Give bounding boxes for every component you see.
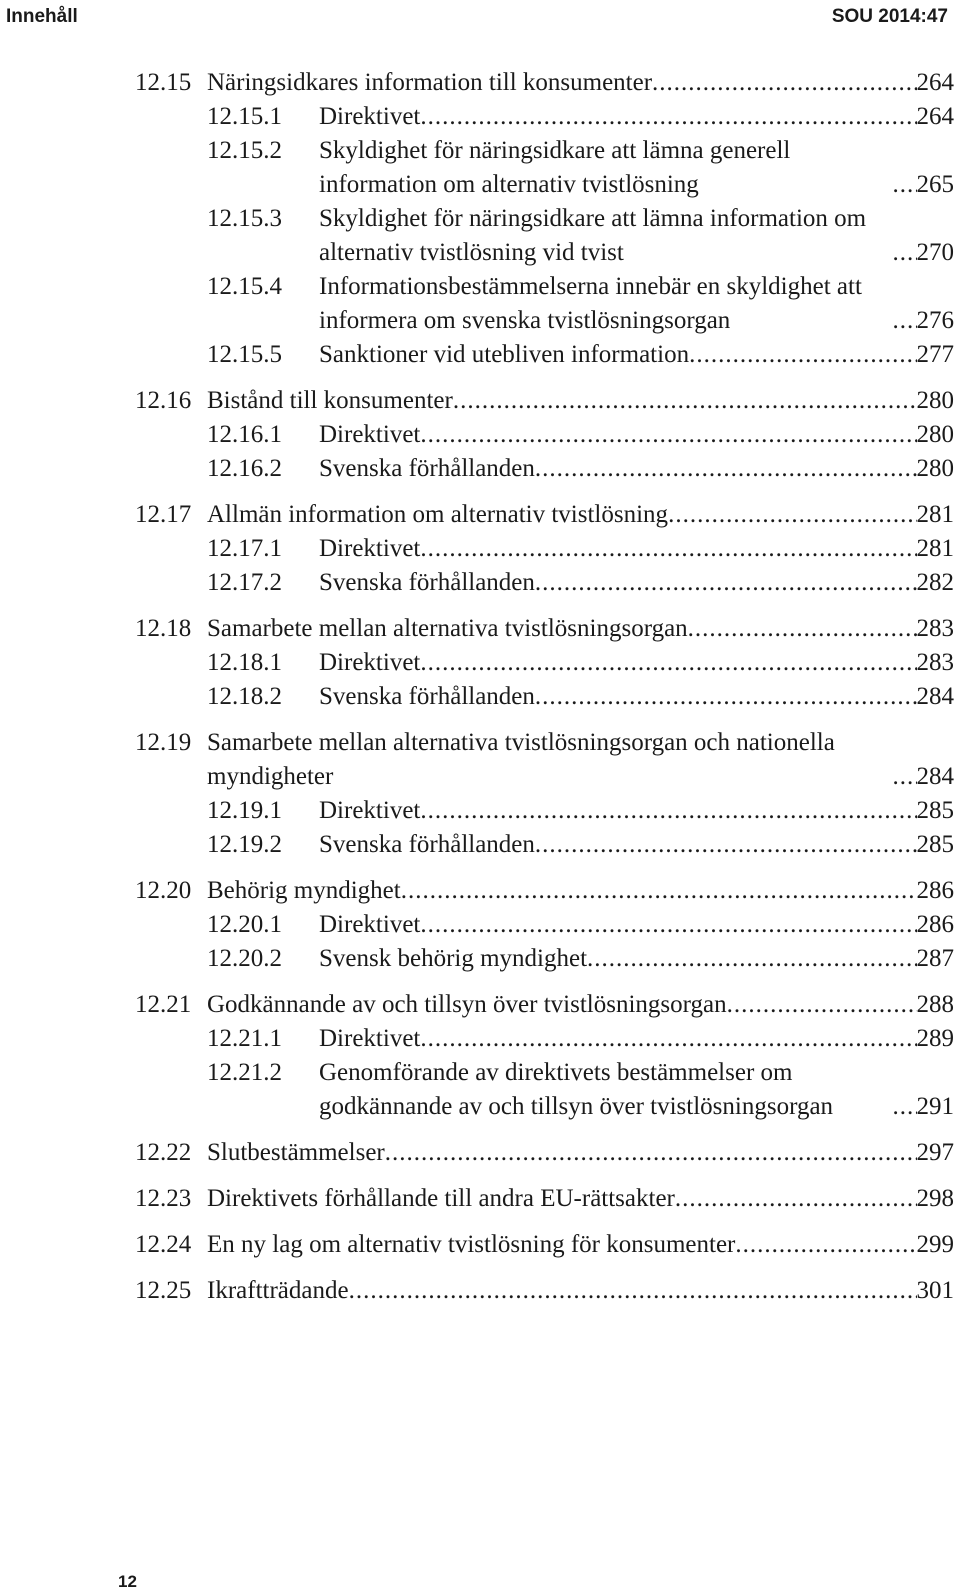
toc-number: 12.20.2 (207, 945, 282, 972)
toc-leader-dots (535, 680, 917, 714)
toc-leader-dots (688, 612, 917, 646)
toc-page-number: 282 (916, 569, 954, 596)
toc-page-number: 297 (916, 1139, 954, 1166)
toc-number: 12.19.2 (207, 831, 282, 858)
toc-number: 12.21.2 (207, 1059, 282, 1086)
header-report-id: SOU 2014:47 (831, 6, 948, 27)
toc-page-number: 286 (916, 911, 954, 938)
toc-number: 12.18 (135, 615, 192, 642)
toc-leader-dots (652, 66, 916, 100)
toc-page-number: 281 (916, 535, 954, 562)
toc-title: Svensk behörig myndighet (319, 945, 588, 972)
toc-title: Skyldighet för näringsidkare att lämna generell information om alternativ tvistlösning (319, 137, 791, 198)
toc-subsection[interactable] (135, 908, 954, 942)
toc-subsection[interactable] (135, 202, 954, 270)
toc-entry-body (207, 384, 954, 418)
toc-page-number: 277 (916, 341, 954, 368)
toc-number: 12.16.1 (207, 421, 282, 448)
toc-title: Direktivet (319, 911, 421, 938)
page-number: 12 (118, 1572, 137, 1591)
toc-number: 12.19 (135, 729, 192, 756)
toc-number: 12.22 (135, 1139, 192, 1166)
toc-subsection[interactable] (135, 828, 954, 862)
toc-number: 12.17 (135, 501, 192, 528)
toc-section[interactable] (135, 384, 954, 486)
toc-entry-body (319, 942, 954, 976)
toc-title: Direktivets förhållande till andra EU-rättsakter (207, 1185, 675, 1212)
toc-leader-dots (535, 452, 917, 486)
toc-title: Direktivet (319, 1025, 421, 1052)
toc-entry-body (319, 532, 954, 566)
toc-title: Samarbete mellan alternativa tvistlösningsorgan och nationella myndigheter (207, 729, 835, 790)
toc-number: 12.21 (135, 991, 192, 1018)
toc-subsection[interactable] (135, 680, 954, 714)
toc-number: 12.15.4 (207, 273, 282, 300)
toc-page-number: 284 (916, 763, 954, 790)
toc-page-number: 264 (916, 69, 954, 96)
toc-page-number: 280 (916, 455, 954, 482)
toc-leader-dots (535, 828, 917, 862)
toc-title: En ny lag om alternativ tvistlösning för konsumenter (207, 1231, 736, 1258)
toc-entry-body (319, 418, 954, 452)
toc-page-number: 265 (916, 171, 954, 198)
toc-leader-dots (420, 1022, 916, 1056)
toc-section[interactable] (135, 1136, 954, 1170)
toc-title: Sanktioner vid utebliven information (319, 341, 690, 368)
toc-leader-dots (893, 236, 917, 270)
toc-number: 12.15 (135, 69, 192, 96)
toc-page-number: 270 (916, 239, 954, 266)
toc-entry-body (319, 566, 954, 600)
toc-title: Allmän information om alternativ tvistlösning (207, 501, 669, 528)
toc-number: 12.18.1 (207, 649, 282, 676)
toc-page-number: 276 (916, 307, 954, 334)
toc-entry-body (319, 828, 954, 862)
toc-leader-dots (893, 760, 917, 794)
toc-page-number: 287 (916, 945, 954, 972)
toc-number: 12.15.5 (207, 341, 282, 368)
running-header (6, 6, 948, 34)
toc-entry-body (207, 498, 954, 532)
toc-leader-dots (893, 304, 917, 338)
toc-subsection[interactable] (135, 566, 954, 600)
toc-entry-body (319, 908, 954, 942)
toc-subsection[interactable] (135, 942, 954, 976)
toc-number: 12.20 (135, 877, 192, 904)
toc-page-number: 264 (916, 103, 954, 130)
toc-entry-body (319, 452, 954, 486)
toc-entry-body (207, 612, 954, 646)
toc-entry-body (319, 1022, 954, 1056)
toc-title: Ikraftträdande (207, 1277, 349, 1304)
toc-entry-body (207, 1136, 954, 1170)
toc-title: Svenska förhållanden (319, 831, 535, 858)
toc-title: Direktivet (319, 535, 421, 562)
toc-entry-body (207, 726, 954, 794)
toc-leader-dots (893, 1090, 917, 1124)
toc-title: Svenska förhållanden (319, 569, 535, 596)
toc-leader-dots (349, 1274, 917, 1308)
toc-title: Näringsidkares information till konsumenter (207, 69, 653, 96)
toc-leader-dots (420, 100, 916, 134)
toc-subsection[interactable] (135, 794, 954, 828)
toc-title: Bistånd till konsumenter (207, 387, 453, 414)
toc-number: 12.21.1 (207, 1025, 282, 1052)
toc-number: 12.16 (135, 387, 192, 414)
toc-subsection[interactable] (135, 1022, 954, 1056)
header-section-title: Innehåll (6, 6, 78, 27)
toc-number: 12.15.3 (207, 205, 282, 232)
toc-title: Samarbete mellan alternativa tvistlösningsorgan (207, 615, 688, 642)
toc-section[interactable] (135, 726, 954, 862)
toc-leader-dots (453, 384, 917, 418)
toc-subsection[interactable] (135, 418, 954, 452)
toc-number: 12.15.1 (207, 103, 282, 130)
toc-number: 12.16.2 (207, 455, 282, 482)
toc-section[interactable] (135, 1274, 954, 1308)
toc-title: Informationsbestämmelserna innebär en skyldighet att informera om svenska tvistlösningsorgan (319, 273, 862, 334)
toc-number: 12.25 (135, 1277, 192, 1304)
toc-entry-body (207, 1274, 954, 1308)
toc-title: Godkännande av och tillsyn över tvistlösningsorgan (207, 991, 727, 1018)
toc-leader-dots (420, 794, 916, 828)
toc-leader-dots (420, 532, 916, 566)
toc-page-number: 289 (916, 1025, 954, 1052)
toc-entry-body (319, 270, 954, 338)
toc-page-number: 299 (916, 1231, 954, 1258)
toc-entry-body (319, 680, 954, 714)
toc-entry-body (319, 202, 954, 270)
toc-entry-body (207, 1182, 954, 1216)
toc-page-number: 288 (916, 991, 954, 1018)
toc-section[interactable] (135, 612, 954, 714)
toc-section[interactable] (135, 1228, 954, 1262)
toc-number: 12.17.2 (207, 569, 282, 596)
toc-entry-body (319, 338, 954, 372)
toc-page-number: 280 (916, 387, 954, 414)
toc-page-number: 285 (916, 797, 954, 824)
toc-subsection[interactable] (135, 270, 954, 338)
toc-entry-body (319, 794, 954, 828)
toc-number: 12.24 (135, 1231, 192, 1258)
toc-entry-body (207, 1228, 954, 1262)
toc-number: 12.18.2 (207, 683, 282, 710)
toc-title: Svenska förhållanden (319, 683, 535, 710)
toc-leader-dots (385, 1136, 917, 1170)
toc-number: 12.23 (135, 1185, 192, 1212)
toc-subsection[interactable] (135, 532, 954, 566)
toc-section[interactable] (135, 498, 954, 600)
toc-entry-body (319, 100, 954, 134)
toc-subsection[interactable] (135, 1056, 954, 1124)
toc-page-number: 301 (916, 1277, 954, 1304)
toc-entry-body (207, 988, 954, 1022)
toc-leader-dots (401, 874, 917, 908)
toc-page-number: 285 (916, 831, 954, 858)
toc-leader-dots (668, 498, 916, 532)
toc-title: Behörig myndighet (207, 877, 401, 904)
toc-leader-dots (587, 942, 916, 976)
toc-entry-body (319, 134, 954, 202)
toc-leader-dots (420, 418, 916, 452)
toc-leader-dots (535, 566, 917, 600)
toc-entry-body (319, 1056, 954, 1124)
toc-leader-dots (735, 1228, 916, 1262)
toc-number: 12.19.1 (207, 797, 282, 824)
toc-page-number: 298 (916, 1185, 954, 1212)
toc-subsection[interactable] (135, 338, 954, 372)
toc-page-number: 284 (916, 683, 954, 710)
toc-page-number: 283 (916, 649, 954, 676)
toc-entry-body (207, 874, 954, 908)
toc-section[interactable] (135, 1182, 954, 1216)
toc-leader-dots (420, 646, 916, 680)
toc-title: Direktivet (319, 103, 421, 130)
toc-number: 12.20.1 (207, 911, 282, 938)
toc-page-number: 286 (916, 877, 954, 904)
toc-title: Direktivet (319, 797, 421, 824)
toc-section[interactable] (135, 66, 954, 372)
toc-number: 12.17.1 (207, 535, 282, 562)
toc-title: Svenska förhållanden (319, 455, 535, 482)
table-of-contents (135, 66, 954, 1308)
toc-subsection[interactable] (135, 134, 954, 202)
toc-leader-dots (420, 908, 916, 942)
toc-title: Direktivet (319, 421, 421, 448)
toc-entry-body (207, 66, 954, 100)
toc-page-number: 283 (916, 615, 954, 642)
toc-number: 12.15.2 (207, 137, 282, 164)
toc-subsection[interactable] (135, 452, 954, 486)
toc-leader-dots (689, 338, 916, 372)
toc-entry-body (319, 646, 954, 680)
toc-section[interactable] (135, 988, 954, 1124)
toc-subsection[interactable] (135, 646, 954, 680)
toc-leader-dots (727, 988, 917, 1022)
toc-page-number: 280 (916, 421, 954, 448)
toc-title: Genomförande av direktivets bestämmelser om godkännande av och tillsyn över tvistlösningsorgan (319, 1059, 834, 1120)
toc-title: Slutbestämmelser (207, 1139, 385, 1166)
toc-subsection[interactable] (135, 100, 954, 134)
toc-title: Direktivet (319, 649, 421, 676)
toc-section[interactable] (135, 874, 954, 976)
toc-leader-dots (893, 168, 917, 202)
toc-title: Skyldighet för näringsidkare att lämna information om alternativ tvistlösning vid tvist (319, 205, 867, 266)
toc-leader-dots (675, 1182, 917, 1216)
toc-page-number: 281 (916, 501, 954, 528)
toc-page-number: 291 (916, 1093, 954, 1120)
